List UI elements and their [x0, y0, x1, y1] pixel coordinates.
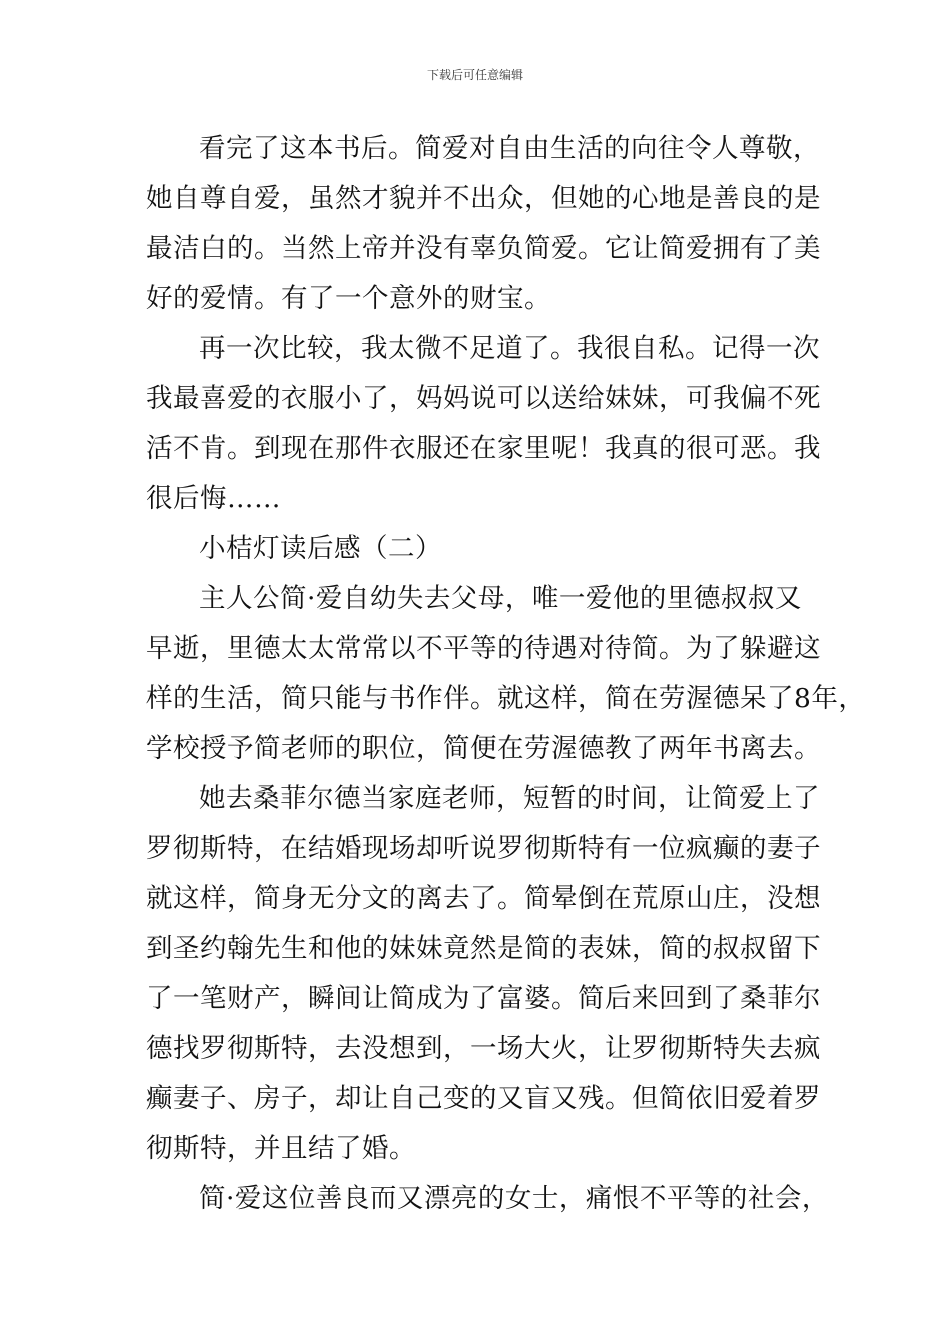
document-body — [146, 124, 866, 1224]
text-line: 德找罗彻斯特，去没想到，一场大火，让罗彻斯特失去疯 — [146, 1033, 821, 1064]
paragraph — [146, 324, 826, 524]
text-line: 简·爱这位善良而又漂亮的女士，痛恨不平等的社会， — [199, 1183, 829, 1214]
text-line: 看完了这本书后。简爱对自由生活的向往令人尊敬， — [199, 133, 820, 164]
text-line: 她自尊自爱，虽然才貌并不出众，但她的心地是善良的是 — [146, 183, 821, 214]
text-line: 活不肯。到现在那件衣服还在家里呢！我真的很可恶。我 — [146, 433, 821, 464]
text-line: 很后悔…… — [146, 483, 281, 514]
text-line: 好的爱情。有了一个意外的财宝。 — [146, 283, 551, 314]
heading-text: 小桔灯读后感（二） — [199, 533, 442, 564]
page-header: 下载后可任意编辑 — [426, 68, 523, 82]
text-line: 主人公简·爱自幼失去父母，唯一爱他的里德叔叔又 — [199, 583, 802, 614]
text-line: 再一次比较，我太微不足道了。我很自私。记得一次 — [199, 333, 820, 364]
text-line: 就这样，简身无分文的离去了。简晕倒在荒原山庄，没想 — [146, 883, 821, 914]
text-line: 到圣约翰先生和他的妹妹竟然是简的表妹，简的叔叔留下 — [146, 933, 821, 964]
paragraph — [146, 574, 866, 774]
text-line: 了一笔财产，瞬间让简成为了富婆。简后来回到了桑菲尔 — [146, 983, 821, 1014]
text-line: 早逝，里德太太常常以不平等的待遇对待简。为了躲避这 — [146, 633, 821, 664]
text-line: 学校授予简老师的职位，简便在劳渥德教了两年书离去。 — [146, 733, 821, 764]
section-heading — [146, 524, 826, 574]
text-line: 癫妻子、房子，却让自己变的又盲又残。但简依旧爱着罗 — [146, 1083, 821, 1114]
text-line: 罗彻斯特，在结婚现场却听说罗彻斯特有一位疯癫的妻子 — [146, 833, 821, 864]
text-line: 她去桑菲尔德当家庭老师，短暂的时间，让简爱上了 — [199, 783, 820, 814]
paragraph — [146, 124, 826, 324]
text-line: 我最喜爱的衣服小了，妈妈说可以送给妹妹，可我偏不死 — [146, 383, 821, 414]
paragraph — [146, 1174, 829, 1224]
text-line: 最洁白的。当然上帝并没有辜负简爱。它让简爱拥有了美 — [146, 233, 821, 264]
paragraph — [146, 774, 826, 1174]
text-line: 样的生活，简只能与书作伴。就这样，简在劳渥德呆了8年， — [146, 683, 866, 714]
text-line: 彻斯特，并且结了婚。 — [146, 1133, 416, 1164]
